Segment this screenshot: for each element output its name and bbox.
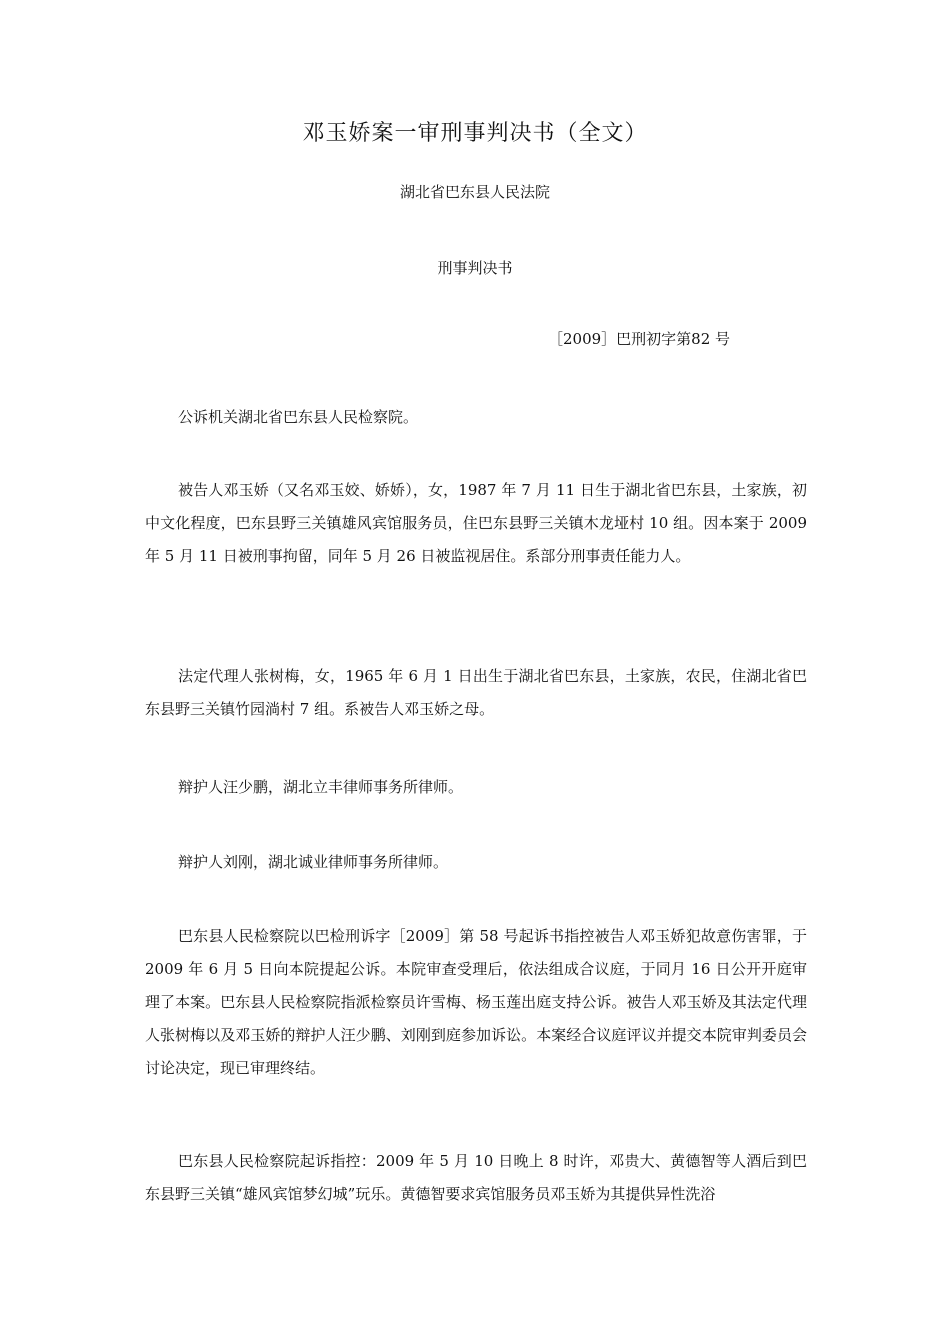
paragraph-indictment: 巴东县人民检察院起诉指控：2009 年 5 月 10 日晚上 8 时许，邓贵大、黄德智等人酒后到巴东县野三关镇“雄风宾馆梦幻城”玩乐。黄德智要求宾馆服务员邓玉娇为其提供异性洗浴 [145, 1152, 807, 1203]
document-title: 邓玉娇案一审刑事判决书（全文） [302, 121, 648, 146]
case-number: ［2009］巴刑初字第82 号 [548, 330, 731, 348]
paragraph-prosecutor: 公诉机关湖北省巴东县人民检察院。 [178, 408, 419, 426]
court-name: 湖北省巴东县人民法院 [399, 183, 550, 201]
document-type: 刑事判决书 [437, 259, 513, 277]
paragraph-procedure: 巴东县人民检察院以巴检刑诉字［2009］第 58 号起诉书指控被告人邓玉娇犯故意伤害罪，于 2009 年 6 月 5 日向本院提起公诉。本院审查受理后，依法组成合议庭，于同月 16 日公开开庭审理了本案。巴东县人民检察院指派检察员许雪梅、杨玉莲出庭支持公诉。被告人邓玉娇及其法定代理人张树梅以及邓玉娇的辩护人汪少鹏、刘刚到庭参加诉讼。本案经合议庭评议并提交本院审判委员会讨论决定，现已审理终结。 [145, 927, 807, 1077]
paragraph-defender-2: 辩护人刘刚，湖北诚业律师事务所律师。 [178, 853, 449, 871]
paragraph-defender-1: 辩护人汪少鹏，湖北立丰律师事务所律师。 [178, 778, 464, 796]
paragraph-legal-representative: 法定代理人张树梅，女，1965 年 6 月 1 日出生于湖北省巴东县，土家族，农民，住湖北省巴东县野三关镇竹园淌村 7 组。系被告人邓玉娇之母。 [145, 667, 807, 718]
paragraph-defendant: 被告人邓玉娇（又名邓玉姣、娇娇），女，1987 年 7 月 11 日生于湖北省巴东县，土家族，初中文化程度，巴东县野三关镇雄风宾馆服务员，住巴东县野三关镇木龙垭村 10 组。因本案于 2009 年 5 月 11 日被刑事拘留，同年 5 月 26 日被监视居住。系部分刑事责任能力人。 [145, 481, 807, 565]
